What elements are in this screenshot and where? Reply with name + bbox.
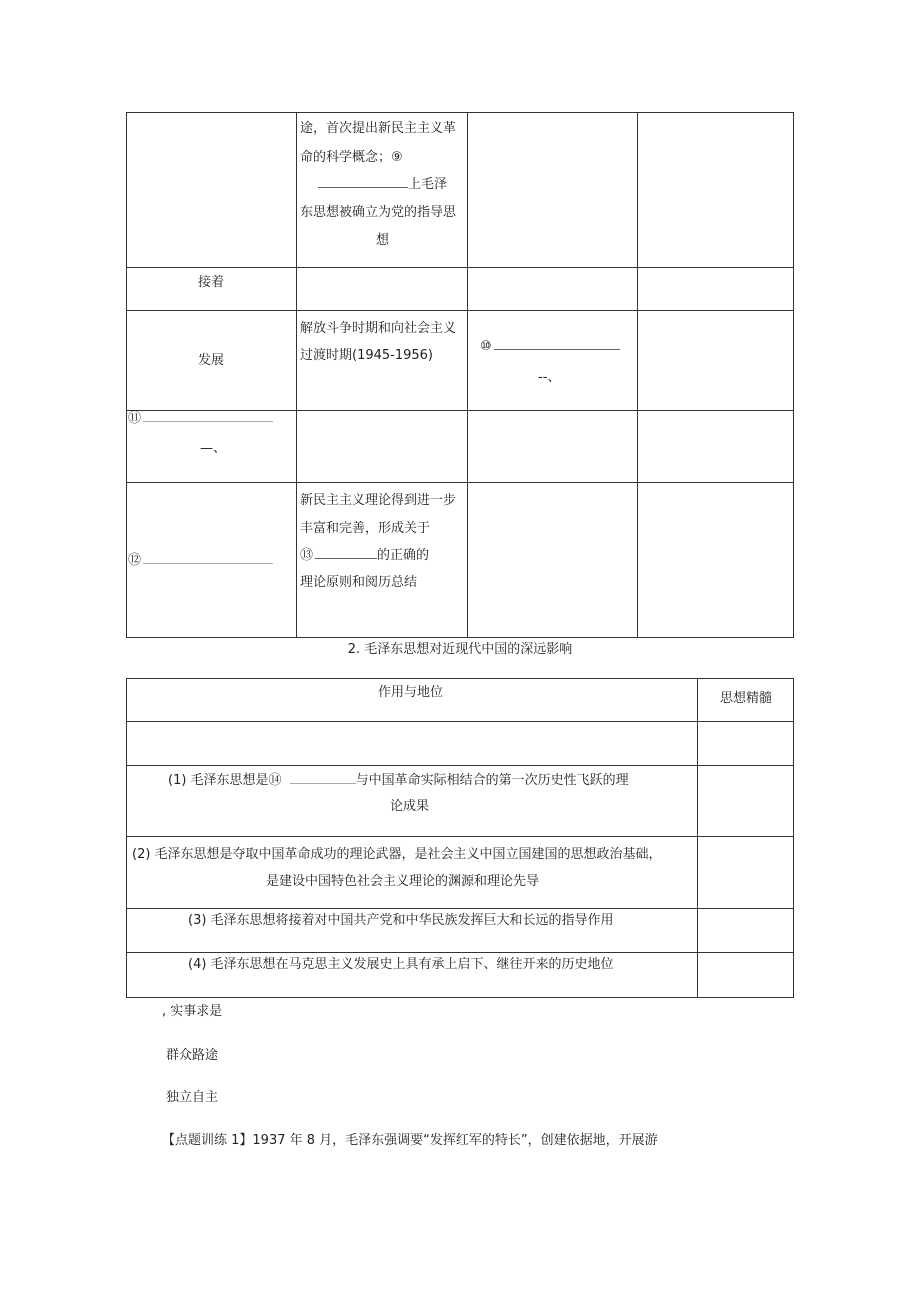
circled-number: ⑪	[128, 411, 142, 426]
cell-text: 与中国革命实际相结合的第一次历史性飞跃的理	[355, 773, 629, 788]
cell-text: —、	[200, 441, 227, 456]
cell-text: 上毛泽	[408, 177, 448, 192]
cell-text-with-blank	[168, 768, 629, 794]
table-border-left	[126, 112, 127, 638]
table-row-divider	[126, 721, 794, 722]
cell-text: (1) 毛泽东思想是⑭	[168, 773, 282, 788]
cell-text-with-blank	[300, 543, 429, 569]
answer-blank[interactable]	[143, 407, 273, 422]
table-border-left	[126, 678, 127, 998]
table-caption: 2. 毛泽东思想对近现代中国的深远影响	[347, 642, 573, 657]
table-row-divider	[126, 482, 794, 483]
cell-text: 是建设中国特色社会主义理论的渊源和理论先导	[266, 874, 540, 889]
answer-blank[interactable]	[318, 173, 408, 188]
table-row-divider	[126, 310, 794, 311]
table-row-divider	[126, 765, 794, 766]
answer-blank[interactable]	[315, 544, 377, 559]
cell-text: --、	[538, 370, 561, 385]
cell-text: 的正确的	[377, 548, 430, 563]
answer-blank[interactable]	[290, 769, 356, 784]
cell-text-with-blank	[128, 548, 273, 574]
circled-number: ⑩	[480, 339, 492, 354]
cell-text: (2) 毛泽东思想是夺取中国革命成功的理论武器，是社会主义中国立国建国的思想政治基础，	[132, 847, 662, 862]
history-table	[126, 112, 794, 638]
cell-text: 解放斗争时期和向社会主义	[300, 321, 457, 336]
cell-text: 想	[376, 233, 390, 248]
table-border-right	[793, 112, 794, 638]
table-border-right	[793, 678, 794, 998]
cell-text-with-blank	[480, 334, 620, 360]
column-header: 思想精髓	[720, 691, 773, 706]
cell-text: 途，首次提出新民主主义革	[300, 121, 457, 136]
answer-blank[interactable]	[143, 549, 273, 564]
cell-text: 过渡时期(1945-1956)	[300, 348, 434, 363]
body-text: 群众路途	[166, 1048, 219, 1063]
circled-number: ⑬	[300, 548, 314, 563]
cell-text: 论成果	[390, 799, 430, 814]
answer-blank[interactable]	[494, 335, 620, 350]
table-border-top	[126, 678, 794, 679]
table-divider-col1	[697, 678, 698, 998]
body-text: 独立自主	[166, 1090, 219, 1105]
circled-number: ⑫	[128, 553, 142, 568]
table-divider-col3	[637, 112, 638, 638]
table-row-divider	[126, 267, 794, 268]
cell-text: 丰富和完善，形成关于	[300, 521, 431, 536]
cell-text: 理论原则和阅历总结	[300, 575, 418, 590]
cell-text-with-blank	[128, 406, 273, 432]
table-border-bottom	[126, 997, 794, 998]
table-border-top	[126, 112, 794, 113]
cell-text: (3) 毛泽东思想将接着对中国共产党和中华民族发挥巨大和长远的指导作用	[188, 913, 614, 928]
cell-text: 新民主主义理论得到进一步	[300, 493, 457, 508]
cell-text: 命的科学概念；⑨	[300, 150, 403, 165]
cell-text-with-blank	[300, 172, 447, 198]
table-border-bottom	[126, 637, 794, 638]
stage-label: 接着	[198, 275, 225, 290]
cell-text: (4) 毛泽东思想在马克思主义发展史上具有承上启下、继往开来的历史地位	[188, 957, 614, 972]
table-row-divider	[126, 836, 794, 837]
table-divider-col2	[467, 112, 468, 638]
cell-text: 东思想被确立为党的指导思	[300, 205, 457, 220]
exercise-text: 【点题训练 1】1937 年 8 月，毛泽东强调要“发挥红军的特长”，创建依据地，开展游	[162, 1133, 658, 1148]
stage-label: 发展	[198, 353, 225, 368]
influence-table	[126, 678, 794, 998]
body-text: , 实事求是	[162, 1004, 223, 1019]
column-header: 作用与地位	[378, 685, 444, 700]
table-divider-col1	[296, 112, 297, 638]
